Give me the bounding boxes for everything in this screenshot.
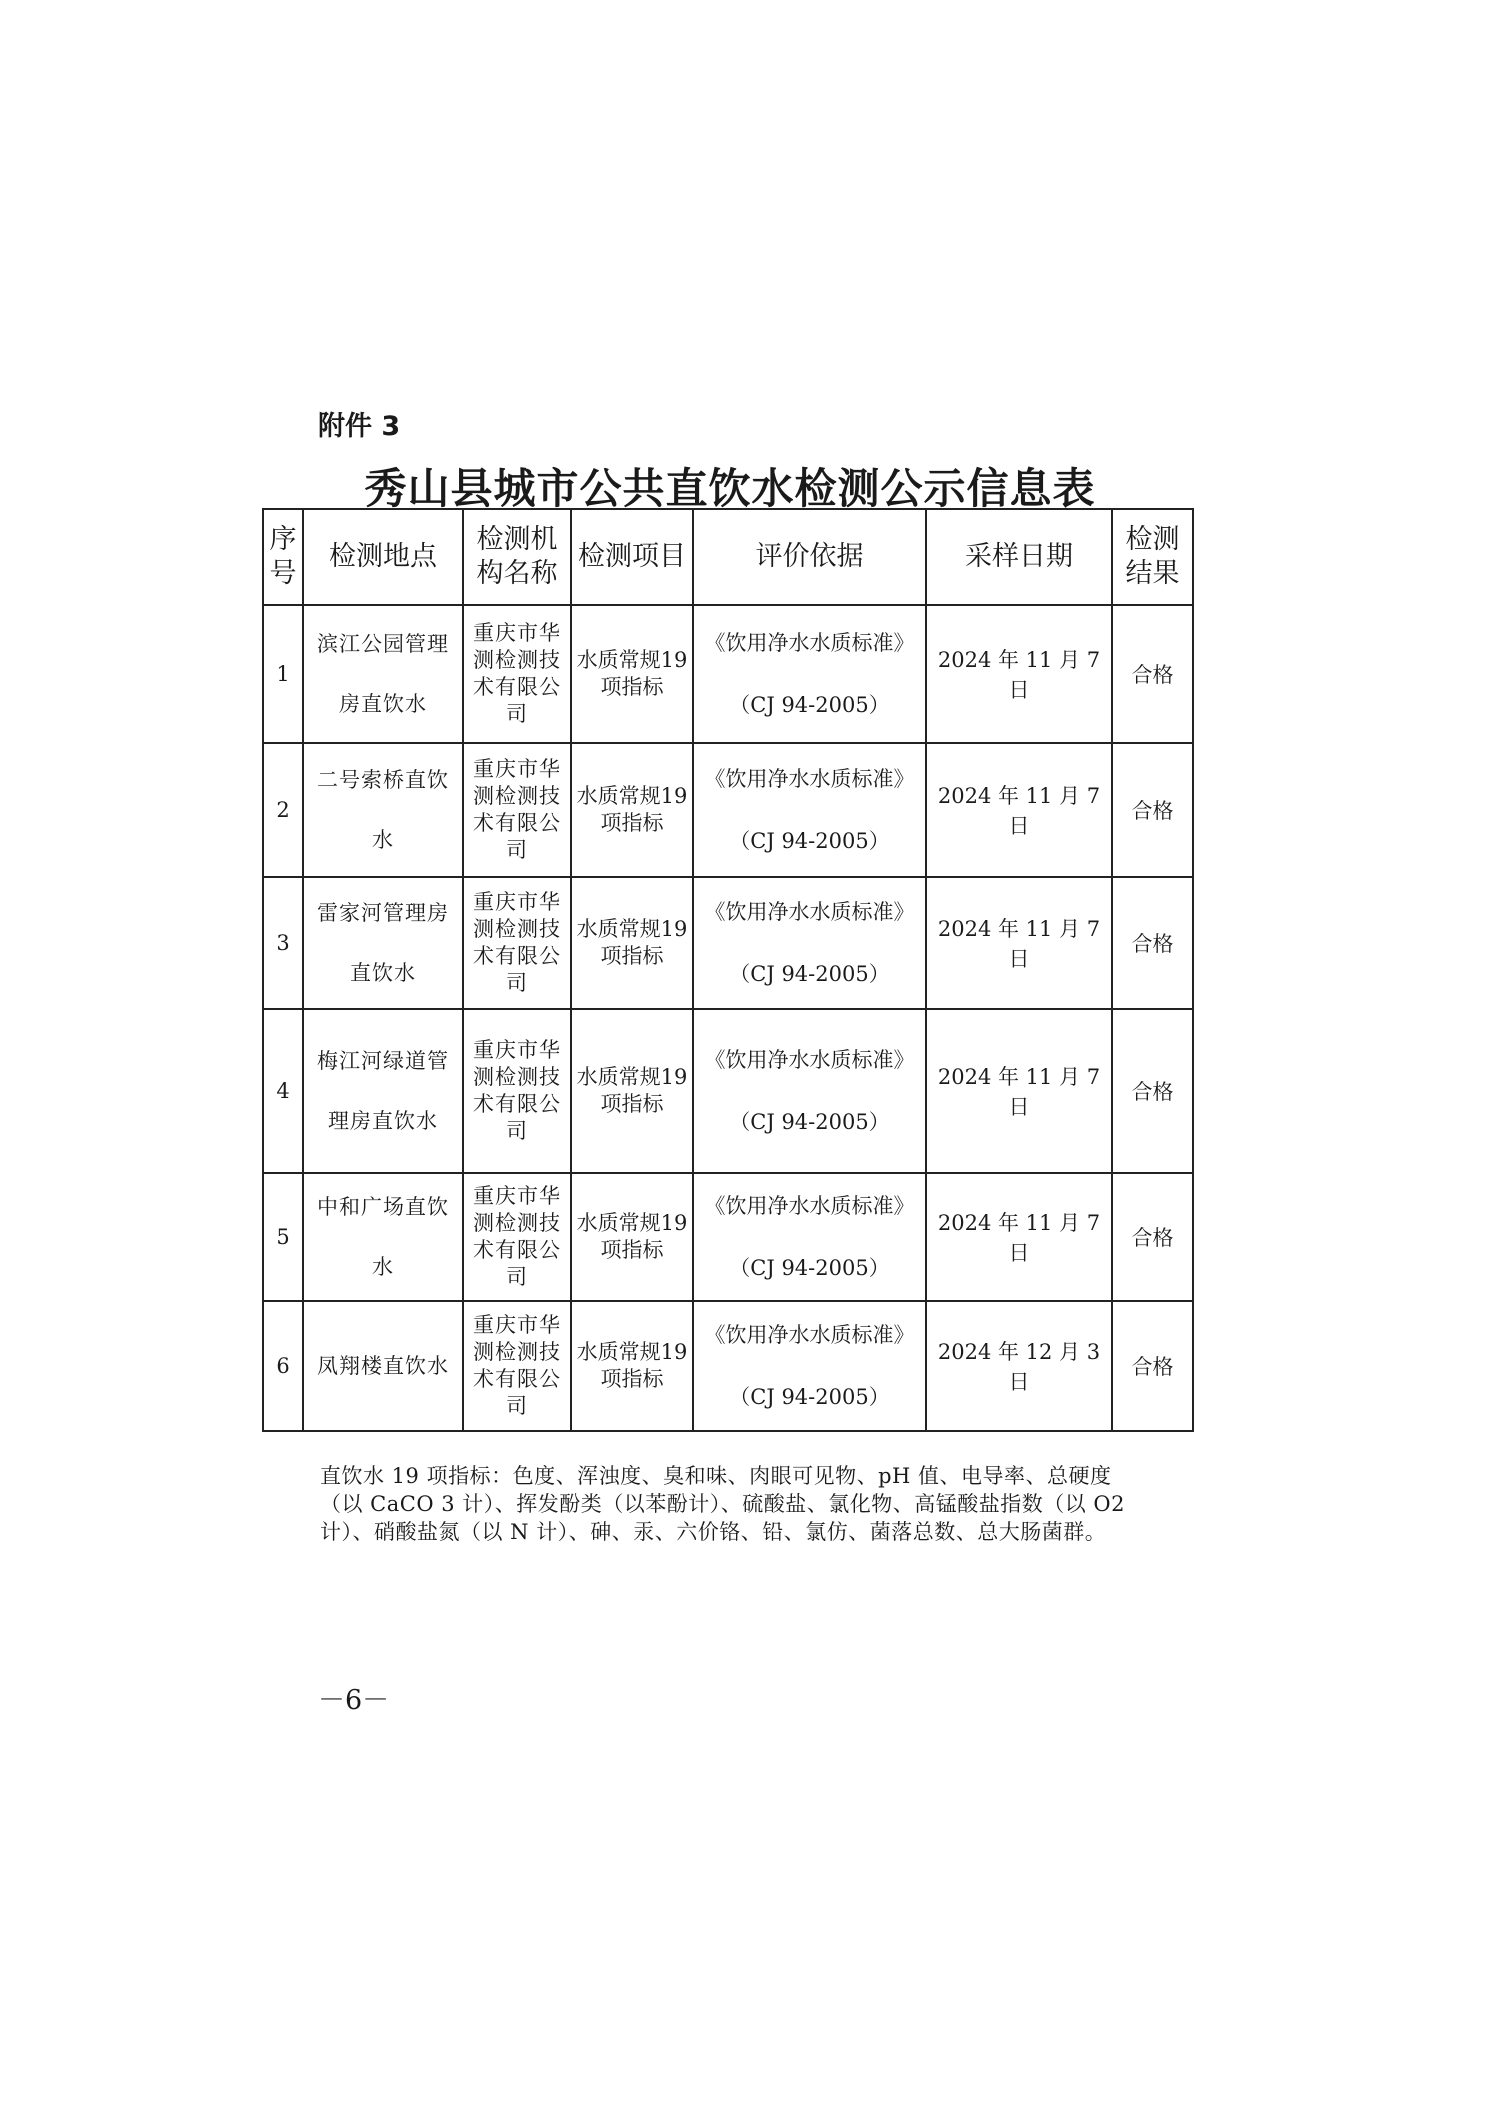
cell-location: 雷家河管理房直饮水 xyxy=(303,877,463,1009)
cell-location: 凤翔楼直饮水 xyxy=(303,1301,463,1431)
table-row xyxy=(263,877,1193,1009)
cell-result: 合格 xyxy=(1112,1009,1193,1173)
table-row xyxy=(263,1301,1193,1431)
cell-standard xyxy=(693,1009,926,1173)
cell-date: 2024 年 11 月 7 日 xyxy=(926,605,1112,743)
standard-name: 《饮用净水水质标准》 xyxy=(704,900,915,924)
cell-location: 二号索桥直饮水 xyxy=(303,743,463,877)
standard-name: 《饮用净水水质标准》 xyxy=(704,1323,915,1347)
cell-standard xyxy=(693,877,926,1009)
cell-item: 水质常规19 项指标 xyxy=(571,605,693,743)
cell-item: 水质常规19 项指标 xyxy=(571,743,693,877)
cell-date: 2024 年 12 月 3 日 xyxy=(926,1301,1112,1431)
standard-code: （CJ 94-2005） xyxy=(729,1110,890,1134)
indicator-note: 直饮水 19 项指标：色度、浑浊度、臭和味、肉眼可见物、pH 值、电导率、总硬度（以 CaCO 3 计）、挥发酚类（以苯酚计）、硫酸盐、氯化物、高锰酸盐指数（以 O2 计）、硝酸盐氮（以 N 计）、砷、汞、六价铬、铅、氯仿、菌落总数、总大肠菌群。 xyxy=(320,1464,1126,1544)
cell-org: 重庆市华测检测技术有限公司 xyxy=(463,1009,571,1173)
cell-date: 2024 年 11 月 7 日 xyxy=(926,1173,1112,1301)
cell-result: 合格 xyxy=(1112,1173,1193,1301)
table-row xyxy=(263,743,1193,877)
cell-org: 重庆市华测检测技术有限公司 xyxy=(463,877,571,1009)
header-location: 检测地点 xyxy=(303,509,463,605)
standard-code: （CJ 94-2005） xyxy=(729,1256,890,1280)
cell-org: 重庆市华测检测技术有限公司 xyxy=(463,1173,571,1301)
header-org: 检测机构名称 xyxy=(463,509,571,605)
header-standard: 评价依据 xyxy=(693,509,926,605)
cell-location: 滨江公园管理房直饮水 xyxy=(303,605,463,743)
cell-no: 3 xyxy=(263,877,303,1009)
table-row xyxy=(263,1173,1193,1301)
cell-no: 1 xyxy=(263,605,303,743)
inspection-table xyxy=(262,508,1194,1432)
cell-item: 水质常规19 项指标 xyxy=(571,877,693,1009)
cell-location: 梅江河绿道管理房直饮水 xyxy=(303,1009,463,1173)
cell-date: 2024 年 11 月 7 日 xyxy=(926,743,1112,877)
header-no: 序号 xyxy=(263,509,303,605)
cell-org: 重庆市华测检测技术有限公司 xyxy=(463,605,571,743)
cell-standard xyxy=(693,1173,926,1301)
standard-name: 《饮用净水水质标准》 xyxy=(704,767,915,791)
cell-result: 合格 xyxy=(1112,877,1193,1009)
cell-no: 6 xyxy=(263,1301,303,1431)
standard-code: （CJ 94-2005） xyxy=(729,1385,890,1409)
document-title: 秀山县城市公共直饮水检测公示信息表 xyxy=(364,464,1096,513)
cell-standard xyxy=(693,743,926,877)
table-header-row xyxy=(263,509,1193,605)
table-row xyxy=(263,1009,1193,1173)
cell-no: 4 xyxy=(263,1009,303,1173)
header-item: 检测项目 xyxy=(571,509,693,605)
page-number: －6－ xyxy=(318,1685,390,1716)
cell-item: 水质常规19 项指标 xyxy=(571,1173,693,1301)
cell-date: 2024 年 11 月 7 日 xyxy=(926,877,1112,1009)
standard-code: （CJ 94-2005） xyxy=(729,829,890,853)
standard-code: （CJ 94-2005） xyxy=(729,693,890,717)
header-result: 检测结果 xyxy=(1112,509,1193,605)
cell-org: 重庆市华测检测技术有限公司 xyxy=(463,1301,571,1431)
cell-no: 5 xyxy=(263,1173,303,1301)
table-row xyxy=(263,605,1193,743)
cell-org: 重庆市华测检测技术有限公司 xyxy=(463,743,571,877)
cell-result: 合格 xyxy=(1112,743,1193,877)
cell-no: 2 xyxy=(263,743,303,877)
header-date: 采样日期 xyxy=(926,509,1112,605)
cell-result: 合格 xyxy=(1112,605,1193,743)
cell-item: 水质常规19 项指标 xyxy=(571,1009,693,1173)
cell-standard xyxy=(693,605,926,743)
attachment-label: 附件 3 xyxy=(318,411,401,442)
cell-result: 合格 xyxy=(1112,1301,1193,1431)
cell-location: 中和广场直饮水 xyxy=(303,1173,463,1301)
standard-code: （CJ 94-2005） xyxy=(729,962,890,986)
cell-item: 水质常规19 项指标 xyxy=(571,1301,693,1431)
cell-standard xyxy=(693,1301,926,1431)
cell-date: 2024 年 11 月 7 日 xyxy=(926,1009,1112,1173)
standard-name: 《饮用净水水质标准》 xyxy=(704,1048,915,1072)
standard-name: 《饮用净水水质标准》 xyxy=(704,631,915,655)
standard-name: 《饮用净水水质标准》 xyxy=(704,1194,915,1218)
